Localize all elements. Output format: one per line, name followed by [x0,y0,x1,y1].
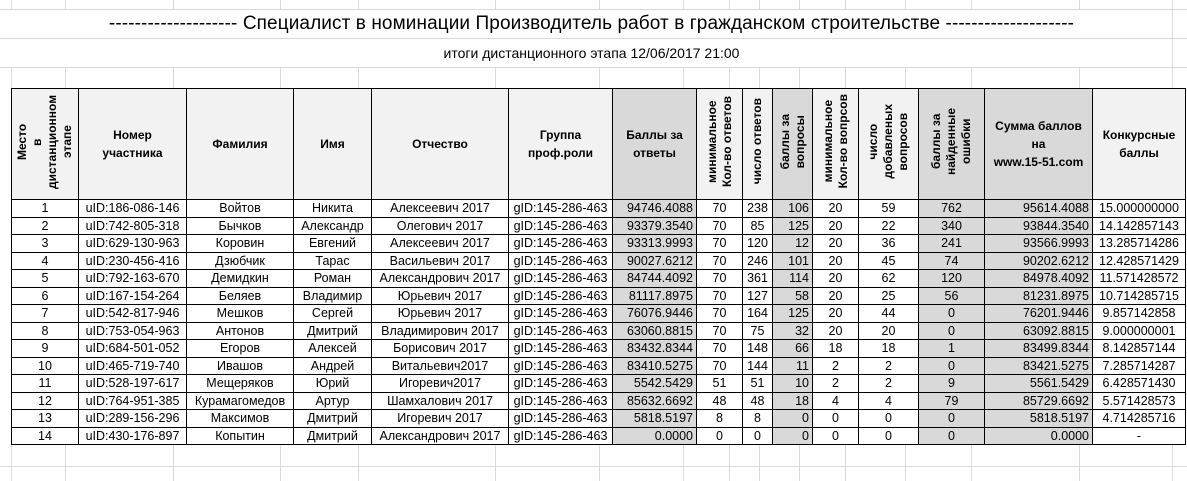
cell-min-answers[interactable]: 70 [697,252,743,270]
cell-uid[interactable]: uID:764-951-385 [79,392,187,410]
table-row [12,392,1186,410]
cell-group[interactable]: gID:145-286-463 [509,357,613,375]
cell-group[interactable]: gID:145-286-463 [509,375,613,393]
cell-total[interactable]: 95614.4088 [985,200,1093,218]
cell-contest-points[interactable]: 11.571428572 [1093,270,1186,288]
sheet-title: -------------------- Специалист в номинации Производитель работ в гражданском строительстве -------------------- [108,13,1075,34]
header-question-points[interactable]: баллы за вопросы [773,89,813,200]
cell-place[interactable]: 13 [12,410,79,428]
cell-patronymic[interactable]: Олегович 2017 [372,217,509,235]
cell-group[interactable]: gID:145-286-463 [509,235,613,253]
table-row [12,322,1186,340]
table-row [12,200,1186,218]
cell-patronymic[interactable]: Борисович 2017 [372,340,509,358]
cell-surname[interactable]: Антонов [187,322,294,340]
table-row [12,357,1186,375]
cell-error-points[interactable]: 1 [919,340,985,358]
cell-total[interactable]: 0.0000 [985,427,1093,445]
cell-name[interactable]: Владимир [294,287,372,305]
gridline [0,67,1187,68]
cell-answers[interactable]: 148 [743,340,773,358]
results-table [11,88,1186,445]
cell-error-points[interactable]: 340 [919,217,985,235]
cell-group[interactable]: gID:145-286-463 [509,427,613,445]
table-row [12,252,1186,270]
header-group[interactable]: Группа проф.роли [509,89,613,200]
cell-error-points[interactable]: 120 [919,270,985,288]
cell-name[interactable]: Александр [294,217,372,235]
cell-added-questions[interactable]: 0 [859,427,919,445]
cell-answer-points[interactable]: 5542.5429 [613,375,697,393]
cell-uid[interactable]: uID:465-719-740 [79,357,187,375]
cell-error-points[interactable]: 74 [919,252,985,270]
cell-min-answers[interactable]: 70 [697,235,743,253]
gridline [0,466,1187,467]
cell-added-questions[interactable]: 36 [859,235,919,253]
cell-total[interactable]: 85729.6692 [985,392,1093,410]
cell-question-points[interactable]: 106 [773,200,813,218]
cell-surname[interactable]: Войтов [187,200,294,218]
cell-name[interactable]: Роман [294,270,372,288]
cell-name[interactable]: Артур [294,392,372,410]
cell-contest-points[interactable]: 4.714285716 [1093,410,1186,428]
cell-surname[interactable]: Беляев [187,287,294,305]
cell-patronymic[interactable]: Васильевич 2017 [372,252,509,270]
cell-place[interactable]: 11 [12,375,79,393]
cell-error-points[interactable]: 0 [919,305,985,323]
cell-error-points[interactable]: 9 [919,375,985,393]
header-answer-points[interactable]: Баллы за ответы [613,89,697,200]
cell-answers[interactable]: 75 [743,322,773,340]
cell-answers[interactable]: 164 [743,305,773,323]
cell-added-questions[interactable]: 0 [859,410,919,428]
cell-group[interactable]: gID:145-286-463 [509,200,613,218]
cell-answers[interactable]: 48 [743,392,773,410]
cell-total[interactable]: 63092.8815 [985,322,1093,340]
cell-contest-points[interactable]: 9.000000001 [1093,322,1186,340]
cell-patronymic[interactable]: Владимирович 2017 [372,322,509,340]
table-row [12,217,1186,235]
cell-patronymic[interactable]: Юрьевич 2017 [372,287,509,305]
cell-added-questions[interactable]: 62 [859,270,919,288]
cell-total[interactable]: 93566.9993 [985,235,1093,253]
cell-uid[interactable]: uID:742-805-318 [79,217,187,235]
cell-error-points[interactable]: 0 [919,427,985,445]
cell-place[interactable]: 14 [12,427,79,445]
cell-min-answers[interactable]: 70 [697,287,743,305]
cell-question-points[interactable]: 10 [773,375,813,393]
cell-error-points[interactable]: 241 [919,235,985,253]
header-surname[interactable]: Фамилия [187,89,294,200]
header-contest-points[interactable]: Конкурсные баллы [1093,89,1186,200]
cell-contest-points[interactable]: 14.142857143 [1093,217,1186,235]
cell-uid[interactable]: uID:528-197-617 [79,375,187,393]
cell-uid[interactable]: uID:753-054-963 [79,322,187,340]
cell-surname[interactable]: Дзюбчик [187,252,294,270]
cell-group[interactable]: gID:145-286-463 [509,252,613,270]
cell-error-points[interactable]: 0 [919,410,985,428]
cell-answer-points[interactable]: 83432.8344 [613,340,697,358]
cell-added-questions[interactable]: 22 [859,217,919,235]
cell-answers[interactable]: 127 [743,287,773,305]
cell-place[interactable]: 12 [12,392,79,410]
cell-surname[interactable]: Копытин [187,427,294,445]
cell-place[interactable]: 8 [12,322,79,340]
cell-name[interactable]: Алексей [294,340,372,358]
cell-min-questions[interactable]: 20 [813,235,859,253]
cell-group[interactable]: gID:145-286-463 [509,217,613,235]
cell-contest-points[interactable]: 12.428571429 [1093,252,1186,270]
cell-question-points[interactable]: 101 [773,252,813,270]
cell-name[interactable]: Дмитрий [294,427,372,445]
cell-place[interactable]: 4 [12,252,79,270]
cell-question-points[interactable]: 125 [773,217,813,235]
cell-question-points[interactable]: 66 [773,340,813,358]
cell-min-questions[interactable]: 20 [813,252,859,270]
table-row [12,375,1186,393]
cell-min-answers[interactable]: 70 [697,340,743,358]
cell-total[interactable]: 76201.9446 [985,305,1093,323]
cell-contest-points[interactable]: - [1093,427,1186,445]
cell-name[interactable]: Юрий [294,375,372,393]
cell-total[interactable]: 84978.4092 [985,270,1093,288]
cell-added-questions[interactable]: 25 [859,287,919,305]
cell-added-questions[interactable]: 4 [859,392,919,410]
cell-patronymic[interactable]: Алексеевич 2017 [372,200,509,218]
cell-min-questions[interactable]: 20 [813,217,859,235]
table-row [12,427,1186,445]
cell-name[interactable]: Тарас [294,252,372,270]
cell-answers[interactable]: 8 [743,410,773,428]
cell-contest-points[interactable]: 6.428571430 [1093,375,1186,393]
cell-min-questions[interactable]: 20 [813,270,859,288]
header-patronymic[interactable]: Отчество [372,89,509,200]
cell-total[interactable]: 83499.8344 [985,340,1093,358]
cell-answer-points[interactable]: 90027.6212 [613,252,697,270]
cell-answer-points[interactable]: 83410.5275 [613,357,697,375]
cell-answers[interactable]: 144 [743,357,773,375]
cell-question-points[interactable]: 125 [773,305,813,323]
cell-question-points[interactable]: 18 [773,392,813,410]
cell-patronymic[interactable]: Алексеевич 2017 [372,235,509,253]
cell-patronymic[interactable]: Витальевич2017 [372,357,509,375]
cell-answer-points[interactable]: 76076.9446 [613,305,697,323]
table-row [12,305,1186,323]
cell-uid[interactable]: uID:230-456-416 [79,252,187,270]
cell-total[interactable]: 90202.6212 [985,252,1093,270]
cell-contest-points[interactable]: 15.000000000 [1093,200,1186,218]
cell-surname[interactable]: Бычков [187,217,294,235]
cell-min-questions[interactable]: 18 [813,340,859,358]
cell-name[interactable]: Евгений [294,235,372,253]
cell-answers[interactable]: 0 [743,427,773,445]
header-min-questions[interactable]: минимальное Кол-во вопрсов [813,89,859,200]
cell-group[interactable]: gID:145-286-463 [509,287,613,305]
cell-min-answers[interactable]: 70 [697,305,743,323]
cell-name[interactable]: Сергей [294,305,372,323]
cell-contest-points[interactable]: 7.285714287 [1093,357,1186,375]
cell-total[interactable]: 81231.8975 [985,287,1093,305]
cell-uid[interactable]: uID:430-176-897 [79,427,187,445]
cell-answer-points[interactable]: 94746.4088 [613,200,697,218]
cell-added-questions[interactable]: 2 [859,357,919,375]
cell-question-points[interactable]: 0 [773,410,813,428]
table-row [12,235,1186,253]
cell-min-questions[interactable]: 4 [813,392,859,410]
cell-min-answers[interactable]: 70 [697,357,743,375]
cell-min-questions[interactable]: 20 [813,200,859,218]
cell-total[interactable]: 93844.3540 [985,217,1093,235]
cell-total[interactable]: 5561.5429 [985,375,1093,393]
cell-min-answers[interactable]: 8 [697,410,743,428]
cell-answer-points[interactable]: 5818.5197 [613,410,697,428]
table-row [12,287,1186,305]
cell-patronymic[interactable]: Игоревич 2017 [372,410,509,428]
cell-added-questions[interactable]: 2 [859,375,919,393]
sheet-subtitle-cell[interactable] [11,39,1172,67]
cell-answer-points[interactable]: 84744.4092 [613,270,697,288]
cell-uid[interactable]: uID:792-163-670 [79,270,187,288]
cell-answer-points[interactable]: 93379.3540 [613,217,697,235]
header-name[interactable]: Имя [294,89,372,200]
cell-answers[interactable]: 51 [743,375,773,393]
cell-patronymic[interactable]: Юрьевич 2017 [372,305,509,323]
header-row [12,89,1186,200]
cell-surname[interactable]: Мещеряков [187,375,294,393]
cell-uid[interactable]: uID:629-130-963 [79,235,187,253]
table-row [12,270,1186,288]
cell-answer-points[interactable]: 81117.8975 [613,287,697,305]
cell-answers[interactable]: 120 [743,235,773,253]
cell-added-questions[interactable]: 45 [859,252,919,270]
cell-added-questions[interactable]: 59 [859,200,919,218]
cell-surname[interactable]: Демидкин [187,270,294,288]
cell-uid[interactable]: uID:167-154-264 [79,287,187,305]
cell-name[interactable]: Никита [294,200,372,218]
cell-error-points[interactable]: 79 [919,392,985,410]
cell-place[interactable]: 3 [12,235,79,253]
table-row [12,410,1186,428]
cell-min-questions[interactable]: 20 [813,287,859,305]
cell-added-questions[interactable]: 44 [859,305,919,323]
header-added-questions[interactable]: число добавленых вопросов [859,89,919,200]
cell-question-points[interactable]: 114 [773,270,813,288]
cell-error-points[interactable]: 0 [919,357,985,375]
cell-uid[interactable]: uID:542-817-946 [79,305,187,323]
header-min-answers[interactable]: минимальное Кол-во ответов [697,89,743,200]
cell-answers[interactable]: 246 [743,252,773,270]
cell-min-questions[interactable]: 2 [813,357,859,375]
cell-answer-points[interactable]: 85632.6692 [613,392,697,410]
header-answers[interactable]: число ответов [743,89,773,200]
cell-min-answers[interactable]: 70 [697,200,743,218]
cell-group[interactable]: gID:145-286-463 [509,305,613,323]
cell-contest-points[interactable]: 13.285714286 [1093,235,1186,253]
cell-place[interactable]: 7 [12,305,79,323]
cell-uid[interactable]: uID:289-156-296 [79,410,187,428]
cell-contest-points[interactable]: 5.571428573 [1093,392,1186,410]
cell-added-questions[interactable]: 18 [859,340,919,358]
cell-question-points[interactable]: 11 [773,357,813,375]
cell-patronymic[interactable]: Александрович 2017 [372,270,509,288]
cell-min-answers[interactable]: 48 [697,392,743,410]
cell-min-answers[interactable]: 51 [697,375,743,393]
header-error-points[interactable]: баллы за найденные ошибки [919,89,985,200]
cell-question-points[interactable]: 0 [773,427,813,445]
cell-min-questions[interactable]: 20 [813,305,859,323]
cell-contest-points[interactable]: 10.714285715 [1093,287,1186,305]
sheet-title-cell[interactable] [11,10,1172,38]
cell-surname[interactable]: Ивашов [187,357,294,375]
cell-error-points[interactable]: 56 [919,287,985,305]
cell-place[interactable]: 10 [12,357,79,375]
cell-min-questions[interactable]: 0 [813,427,859,445]
cell-min-questions[interactable]: 0 [813,410,859,428]
cell-total[interactable]: 83421.5275 [985,357,1093,375]
cell-place[interactable]: 9 [12,340,79,358]
cell-min-answers[interactable]: 70 [697,270,743,288]
cell-group[interactable]: gID:145-286-463 [509,322,613,340]
cell-min-answers[interactable]: 70 [697,322,743,340]
cell-surname[interactable]: Егоров [187,340,294,358]
cell-group[interactable]: gID:145-286-463 [509,392,613,410]
cell-min-questions[interactable]: 20 [813,322,859,340]
cell-place[interactable]: 1 [12,200,79,218]
cell-surname[interactable]: Максимов [187,410,294,428]
sheet-subtitle: итоги дистанционного этапа 12/06/2017 21:00 [443,45,740,61]
cell-question-points[interactable]: 32 [773,322,813,340]
cell-error-points[interactable]: 762 [919,200,985,218]
header-uid[interactable]: Номер участника [79,89,187,200]
cell-place[interactable]: 5 [12,270,79,288]
cell-answers[interactable]: 361 [743,270,773,288]
cell-answer-points[interactable]: 93313.9993 [613,235,697,253]
cell-name[interactable]: Дмитрий [294,410,372,428]
cell-error-points[interactable]: 0 [919,322,985,340]
cell-added-questions[interactable]: 20 [859,322,919,340]
results-body [12,200,1186,445]
cell-uid[interactable]: uID:186-086-146 [79,200,187,218]
cell-min-answers[interactable]: 70 [697,217,743,235]
cell-answers[interactable]: 238 [743,200,773,218]
cell-surname[interactable]: Курамагомедов [187,392,294,410]
cell-surname[interactable]: Мешков [187,305,294,323]
cell-contest-points[interactable]: 8.142857144 [1093,340,1186,358]
table-row [12,340,1186,358]
cell-name[interactable]: Дмитрий [294,322,372,340]
cell-patronymic[interactable]: Александрович 2017 [372,427,509,445]
cell-answer-points[interactable]: 0.0000 [613,427,697,445]
cell-patronymic[interactable]: Шамхалович 2017 [372,392,509,410]
cell-patronymic[interactable]: Игоревич2017 [372,375,509,393]
cell-name[interactable]: Андрей [294,357,372,375]
cell-min-questions[interactable]: 2 [813,375,859,393]
cell-group[interactable]: gID:145-286-463 [509,410,613,428]
cell-group[interactable]: gID:145-286-463 [509,270,613,288]
cell-surname[interactable]: Коровин [187,235,294,253]
cell-min-answers[interactable]: 0 [697,427,743,445]
cell-answer-points[interactable]: 63060.8815 [613,322,697,340]
cell-group[interactable]: gID:145-286-463 [509,340,613,358]
header-total[interactable]: Сумма баллов на www.15-51.com [985,89,1093,200]
cell-answers[interactable]: 85 [743,217,773,235]
header-place[interactable]: Место в дистанционном этапе [12,89,79,200]
cell-question-points[interactable]: 58 [773,287,813,305]
cell-total[interactable]: 5818.5197 [985,410,1093,428]
cell-place[interactable]: 6 [12,287,79,305]
cell-contest-points[interactable]: 9.857142858 [1093,305,1186,323]
cell-place[interactable]: 2 [12,217,79,235]
cell-question-points[interactable]: 12 [773,235,813,253]
cell-uid[interactable]: uID:684-501-052 [79,340,187,358]
